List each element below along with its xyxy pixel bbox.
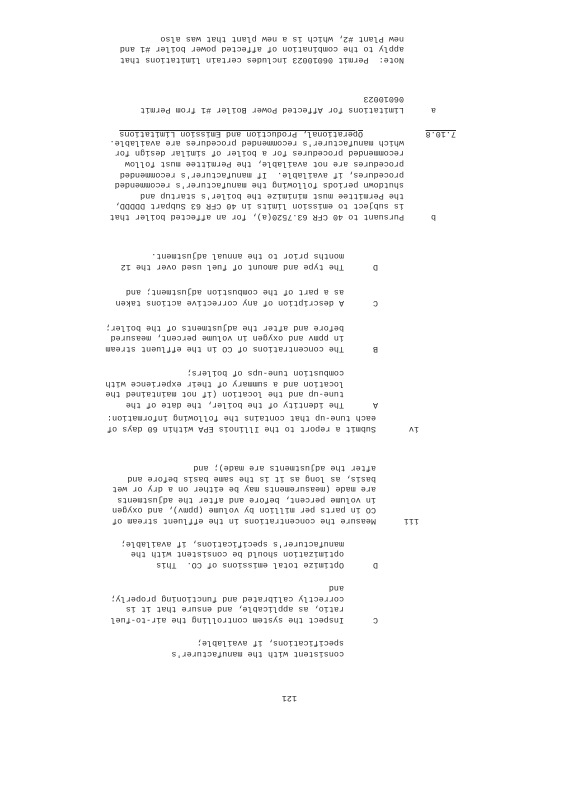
text-line: as a part of the combustion adjustment; and <box>125 287 344 298</box>
text-line: shutdown periods following the manufacturer's recommended <box>114 180 404 191</box>
text-line: each tune-up that contains the following information: <box>106 413 376 424</box>
text-line: optimization should be consistent with the <box>130 549 344 560</box>
text-line: basis, as long as it is the same basis before and <box>127 473 376 484</box>
item-label: D <box>372 262 378 272</box>
text-line: specifications, if available; <box>196 638 344 649</box>
text-line: Submit a report to the Illinois EPA within 60 days of <box>106 424 376 434</box>
text-line: Note: Permit 06010023 includes certain limitations that <box>119 55 404 65</box>
text-line: recommended procedures for a boiler of similar design for <box>114 148 404 159</box>
text-line: months prior to the annual adjustment. <box>151 251 344 262</box>
item-label: D <box>372 560 378 570</box>
item-label: B <box>372 344 378 354</box>
text-line: Measure the concentrations in the effluent stream of <box>112 516 376 526</box>
text-line: apply to the combination of affected power boiler #1 and <box>119 44 404 55</box>
text-line: procedures, if available. If manufacturer's recommended <box>119 169 404 180</box>
text-line: are made (measurements may be either on a dry or wet <box>112 484 376 495</box>
text-line: location and a summary of their experience with <box>105 378 344 389</box>
text-line: The concentrations of CO in the effluent stream <box>105 344 344 354</box>
text-line: correctly calibrated and functioning properly; <box>110 593 344 604</box>
text-line: combustion tune-ups of boilers; <box>186 368 344 379</box>
section-heading: Operational, Production and Emission Limitations <box>119 129 363 139</box>
text-line: Limitations for Affected Power Boiler #1 from Permit <box>140 105 404 115</box>
text-line: 06010023 <box>363 94 404 105</box>
page-number: 121 <box>281 693 297 703</box>
item-label: C <box>372 615 378 625</box>
text-line: tune-up and the location (if not maintained the <box>105 389 344 400</box>
text-line: before and after the adjustments of the boiler; <box>105 322 344 333</box>
text-line: and <box>328 583 344 594</box>
text-line: consistent with the manufacturer's <box>171 649 344 659</box>
item-label: iv <box>408 424 419 434</box>
text-line: The type and amount of fuel used over the 12 <box>120 262 344 272</box>
text-line: after the adjustments are made); and <box>193 463 376 473</box>
text-line: CO in parts per million by volume (ppmv), and oxygen <box>112 505 376 516</box>
text-line: new Plant #2, which is a new plant that was also <box>160 33 404 44</box>
item-label: C <box>372 298 378 308</box>
text-line: ratio, as applicable, and ensure that it is <box>125 604 344 615</box>
text-line: which manufacturer's recommended procedures are available. <box>109 137 404 148</box>
text-line: The identity of the boiler, the date of the <box>125 400 344 410</box>
item-label: 7.10.8 <box>425 129 456 139</box>
text-line: manufacturer's specifications, if available; <box>120 538 344 549</box>
text-line: A description of any corrective actions taken <box>115 298 344 308</box>
text-line: procedures are not available, the Permittee must follow <box>124 159 404 169</box>
item-label: A <box>372 400 378 410</box>
text-line: Pursuant to 40 CFR 63.7520(a), for an affected boiler that <box>109 212 404 222</box>
text-line: in ppmv and oxygen in volume percent, measured <box>110 333 344 344</box>
item-label: a <box>430 105 436 115</box>
text-line: Optimize total emissions of CO. This <box>156 560 344 570</box>
text-line: in volume percent, before and after the adjustments <box>117 494 376 505</box>
item-label: b <box>430 212 436 222</box>
text-line: the Permittee must minimize the boiler's startup and <box>140 190 404 201</box>
text-line: is subject to emission limits in 40 CFR 63 Subpart DDDDD, <box>114 201 404 212</box>
text-line: Inspect the system controlling the air-to-fuel <box>110 615 344 625</box>
item-label: iii <box>403 516 419 526</box>
